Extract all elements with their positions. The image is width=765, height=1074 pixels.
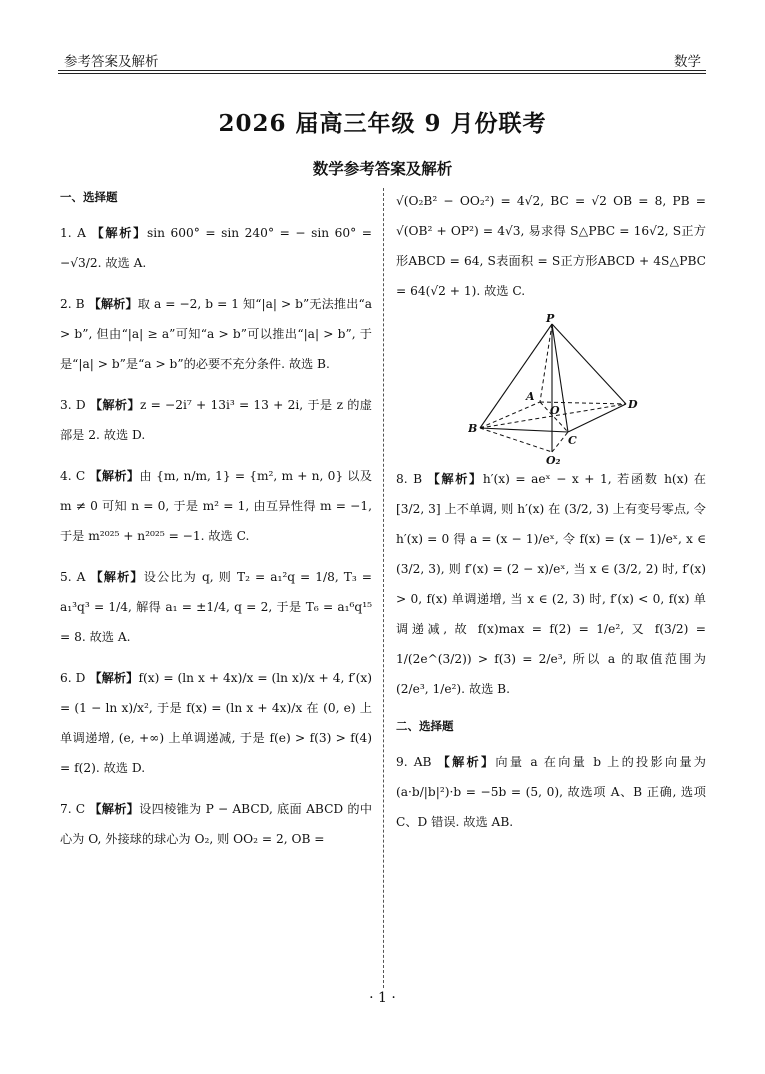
left-column [60,186,372,854]
analysis-marker: 【解析】 [437,755,496,769]
label-p: P [546,314,555,325]
answer-9: 9. AB 【解析】向量 a 在向量 b 上的投影向量为 (a·b/|b|²)·b = −5b = (5, 0), 故选项 A、B 正确, 选项 C、D 错误. 故选 AB. [396,755,706,829]
header-rule [58,70,706,71]
answer-7-start: 7. C 【解析】设四棱锥为 P − ABCD, 底面 ABCD 的中心为 O, 外接球的球心为 O₂, 则 OO₂ = 2, OB = [60,802,373,846]
section-heading-2: 二、选择题 [396,719,454,733]
answer-4: 4. C 【解析】由 {m, n/m, 1} = {m², m + n, 0} 以及 m ≠ 0 可知 n = 0, 于是 m² = 1, 由互异性得 m = −1, 于是 m²⁰²⁵ + n²⁰²⁵ = −1. 故选 C. [60,469,373,543]
column-divider [383,188,384,988]
label-a: A [526,390,535,403]
label-d: D [628,398,638,411]
answer-8: 8. B 【解析】h′(x) = aeˣ − x + 1, 若函数 h(x) 在 [3/2, 3] 上不单调, 则 h′(x) 在 (3/2, 3) 上有变号零点, 令 h′(x) = 0 得 a = (x − 1)/eˣ, 令 f(x) = (x − 1)/eˣ, x ∈ (3/2, 3), 则 f′(x) = (2 − x)/eˣ, 当 x ∈ (3/2, 2) 时, f′(x) > 0, f(x) 单调递增, 当 x ∈ (2, 3) 时, f′(x) < 0, f(x) 单调递减, 故 f(x)max = f(2) = 1/e², 又 f(3/2) = 1/(2e^(3/2)) > f(3) = 2/e³, 所以 a 的取值范围为 (2/e³, 1/e²). 故选 B. [396,472,706,696]
label-o: O [550,404,560,417]
analysis-marker: 【解析】 [89,469,140,483]
answer-3: 3. D 【解析】z = −2i⁷ + 13i³ = 13 + 2i, 于是 z 的虚部是 2. 故选 D. [60,398,372,442]
analysis-marker: 【解析】 [89,802,140,816]
header-right: 数学 [674,54,701,70]
analysis-marker: 【解析】 [88,297,138,311]
analysis-marker: 【解析】 [89,671,139,685]
pyramid-figure [468,314,638,464]
section-heading: 一、选择题 [60,190,118,204]
page-subtitle: 数学参考答案及解析 [312,159,453,178]
header-rule-thin [58,73,706,74]
label-b: B [468,422,478,435]
answer-5: 5. A 【解析】设公比为 q, 则 T₂ = a₁²q = 1/8, T₃ = a₁³q³ = 1/4, 解得 a₁ = ±1/4, q = 2, 于是 T₆ = a₁⁶q¹⁵ = 8. 故选 A. [60,570,372,644]
analysis-marker: 【解析】 [89,398,140,412]
header-left: 参考答案及解析 [64,54,159,70]
page-number: · 1 · [369,990,396,1006]
analysis-marker: 【解析】 [427,472,483,486]
answer-2: 2. B 【解析】取 a = −2, b = 1 知“|a| > b”无法推出“a > b”, 但由“|a| ≥ a”可知“a > b”可以推出“|a| > b”, 于是“|a| > b”是“a > b”的必要不充分条件. 故选 B. [60,297,373,371]
label-c: C [568,434,577,447]
page-title: 2026 届高三年级 9 月份联考 [218,110,547,137]
answer-6: 6. D 【解析】f(x) = (ln x + 4x)/x = (ln x)/x + 4, f′(x) = (1 − ln x)/x², 于是 f(x) = (ln x + 4x)/x 在 (0, e) 上单调递增, (e, +∞) 上单调递减, 于是 f(e) > f(3) > f(4) = f(2). 故选 D. [60,671,372,775]
right-column [396,186,706,837]
analysis-marker: 【解析】 [90,570,144,584]
answer-1: 1. A 【解析】sin 600° = sin 240° = − sin 60° = −√3/2. 故选 A. [60,226,372,270]
analysis-marker: 【解析】 [91,226,147,240]
label-o2: O₂ [546,454,561,464]
answer-7-continued: √(O₂B² − OO₂²) = 4√2, BC = √2 OB = 8, PB = √(OB² + OP²) = 4√3, 易求得 S△PBC = 16√2, S正方形ABCD = 64, S表面积 = S正方形ABCD + 4S△PBC = 64(√2 + 1). 故选 C. [396,194,706,298]
